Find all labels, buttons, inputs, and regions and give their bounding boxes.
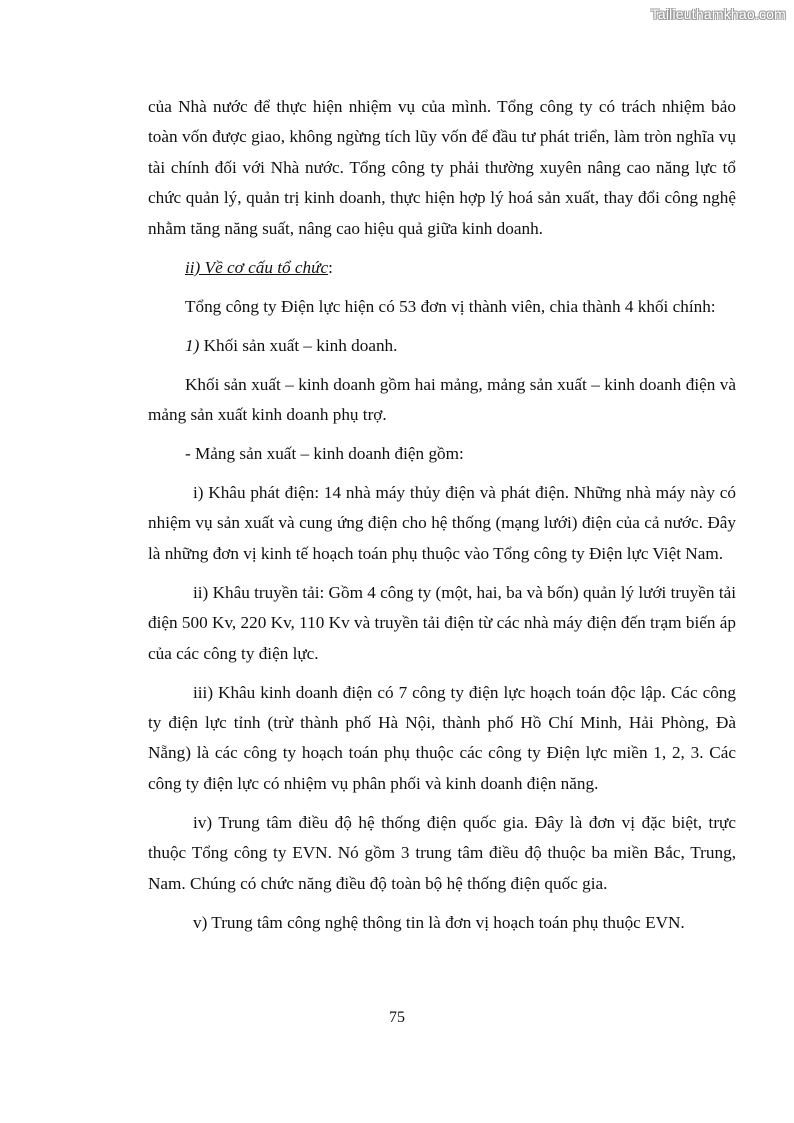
paragraph-6: i) Khâu phát điện: 14 nhà máy thủy điện và phát điện. Những nhà máy này có nhiệm vụ sản xuất và cung ứng điện cho hệ thống (mạng lưới) điện của cả nước. Đây là những đơn vị kinh tế hoạch toán phụ thuộc vào Tổng công ty Điện lực Việt Nam. (148, 483, 736, 563)
paragraph-9: iv) Trung tâm điều độ hệ thống điện quốc gia. Đây là đơn vị đặc biệt, trực thuộc Tổng công ty EVN. Nó gồm 3 trung tâm điều độ thuộc ba miền Bắc, Trung, Nam. Chúng có chức năng điều độ toàn bộ hệ thống điện quốc gia. (148, 812, 736, 893)
list-number: 1) (185, 335, 200, 355)
watermark: Tailieuthamkhao.com (650, 6, 786, 22)
paragraph-3 (148, 331, 736, 361)
document-body (148, 92, 736, 947)
section-heading (148, 253, 736, 283)
paragraph-10: v) Trung tâm công nghệ thông tin là đơn vị hoạch toán phụ thuộc EVN. (193, 912, 685, 932)
section-heading-text: ii) Về cơ cấu tổ chức (185, 257, 329, 277)
page-number: 75 (389, 1009, 405, 1026)
paragraph-3-text: Khối sản xuất – kinh doanh. (199, 335, 398, 355)
paragraph-2: Tổng công ty Điện lực hiện có 53 đơn vị thành viên, chia thành 4 khối chính: (185, 296, 716, 316)
paragraph-5: - Mảng sản xuất – kinh doanh điện gồm: (185, 444, 464, 464)
paragraph-7: ii) Khâu truyền tải: Gồm 4 công ty (một, hai, ba và bốn) quản lý lưới truyền tải điện 500 Kv, 220 Kv, 110 Kv và truyền tải điện từ các nhà máy điện đến trạm biến áp của các công ty điện lực. (148, 582, 736, 663)
paragraph-8: iii) Khâu kinh doanh điện có 7 công ty điện lực hoạch toán độc lập. Các công ty điện lực tỉnh (trừ thành phố Hà Nội, thành phố Hồ Chí Minh, Hải Phòng, Đà Nẵng) là các công ty hoạch toán phụ thuộc các công ty Điện lực miền 1, 2, 3. Các công ty điện lực có nhiệm vụ phân phối và kinh doanh điện năng. (148, 682, 736, 793)
section-heading-colon: : (328, 257, 333, 277)
paragraph-1: của Nhà nước để thực hiện nhiệm vụ của mình. Tổng công ty có trách nhiệm bảo toàn vốn được giao, không ngừng tích lũy vốn để đầu tư phát triển, làm tròn nghĩa vụ tài chính đối với Nhà nước. Tổng công ty phải thường xuyên nâng cao năng lực tổ chức quản lý, quản trị kinh doanh, thực hiện hợp lý hoá sản xuất, thay đổi công nghệ nhằm tăng năng suất, nâng cao hiệu quả giữa kinh doanh. (148, 97, 736, 238)
paragraph-4: Khối sản xuất – kinh doanh gồm hai mảng, mảng sản xuất – kinh doanh điện và mảng sản xuất kinh doanh phụ trợ. (148, 374, 736, 425)
